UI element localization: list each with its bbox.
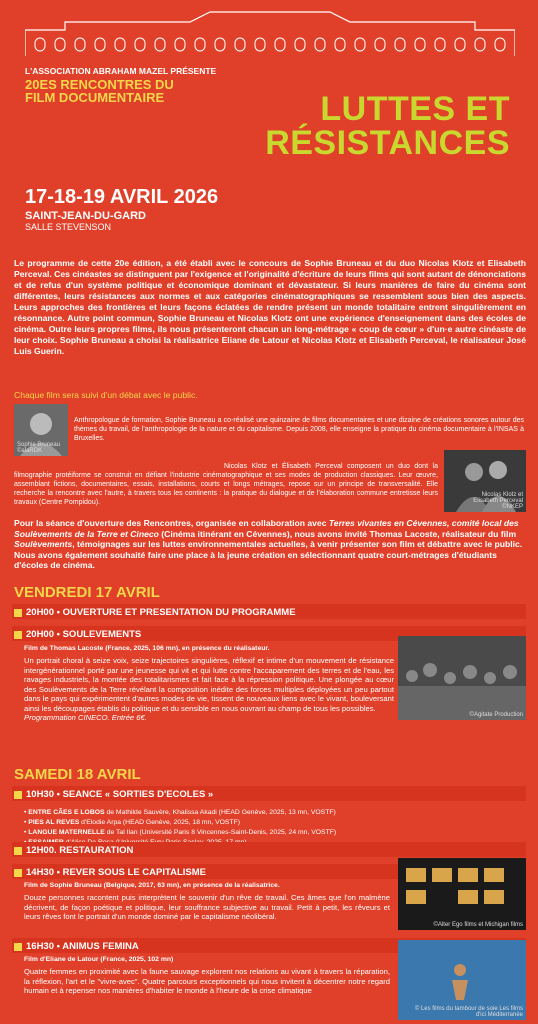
opening-students: Nous avons également souhaité faire une place à la jeune création en sélectionnant quatre court-métrages d'étudiants d'écoles de cinéma. (14, 549, 497, 570)
association-line: L'ASSOCIATION ABRAHAM MAZEL PRÉSENTE (25, 66, 217, 76)
soulevements-caption: ©Agitate Production (469, 712, 523, 718)
klotz-perceval-photo (444, 450, 526, 512)
list-item: • ENTRE CÃES E LOBOS de Mathilde Sauvère, Khalissa Akadi (HEAD Genève, 2025, 13 mn, VOSTF) (24, 808, 336, 818)
main-title-line-2: RÉSISTANCES (265, 124, 510, 162)
day-friday: VENDREDI 17 AVRIL (14, 584, 160, 601)
event-rever-desc: Douze personnes racontent puis interprètent le souvenir d'un rêve de travail. Ces âmes que l'on malmène décrivent, de façon poétique et politique, leur souffrance subjective au travail. Petit à petit, les rêveurs et leurs rêves font le portrait d'un monde dominé par le capitalisme néolibéral. (24, 893, 390, 921)
list-item: • PIES AL REVES d'Elodie Arpa (HEAD Genève, 2025, 18 mn, VOSTF) (24, 818, 336, 828)
event-restauration-title: 12H00. RESTAURATION (26, 845, 134, 856)
bullet-square-icon (14, 631, 22, 639)
event-soulevements-note: Programmation CINECO. Entrée 6€. (24, 713, 147, 722)
event-animus-femina (14, 941, 139, 952)
event-restauration (14, 845, 133, 856)
event-animus-title: 16H30 • ANIMUS FEMINA (26, 941, 139, 952)
event-sorties-title: 10H30 • SEANCE « SORTIES D'ECOLES » (26, 789, 214, 800)
event-animus-desc: Quatre femmes en proximité avec la faune sauvage explorent nos relations au vivant à travers la réparation, la réflexion, l'art et le "vivre-avec". Quatre parcours exceptionnels qui nous invitent à décentrer notre regard humain et à repenser nos manières d'habiter le monde à l'heure de la crise climatique (24, 967, 390, 995)
festival-hall: SALLE STEVENSON (25, 222, 112, 232)
list-item: • LANGUE MATERNELLE de Tal Ilan (Université Paris 8 Vincennes-Saint-Denis, 2025, 24 mn, VOSTF) (24, 828, 336, 838)
event-opening (14, 607, 296, 618)
sophie-bruneau-caption: Sophie Bruneau ©alaRDK (17, 442, 61, 454)
event-soulevements-desc (24, 656, 394, 723)
animus-photo (398, 940, 526, 1020)
sophie-bruneau-photo (14, 404, 68, 456)
debate-note: Chaque film sera suivi d'un débat avec le public. (14, 390, 198, 400)
festival-place: SAINT-JEAN-DU-GARD (25, 210, 146, 222)
event-sorties-ecoles (14, 789, 213, 800)
bullet-square-icon (14, 609, 22, 617)
opening-film-title: Soulèvements (14, 539, 73, 549)
event-soulevements-info: Film de Thomas Lacoste (France, 2025, 106 mn), en présence du réalisateur. (24, 645, 270, 652)
bullet-square-icon (14, 943, 22, 951)
bullet-square-icon (14, 869, 22, 877)
festival-line-1: 20ES RENCONTRES DU (25, 77, 174, 92)
cinema-facade-icon (25, 8, 515, 58)
festival-line-2: FILM DOCUMENTAIRE (25, 90, 165, 105)
event-rever-info: Film de Sophie Bruneau (Belgique, 2017, 63 mn), en présence de la réalisatrice. (24, 882, 280, 889)
event-soulevements-text: Un portrait choral à seize voix, seize trajectoires singulières, réflexif et intime d'un mouvement de résistance intergénérationnel porté par une jeunesse qui vit et qui lutte contre l'accaparement des terres et de l'eau, les ravages industriels, la montée des totalitarismes et fait face à la répression politique. Une plongée au cœur des Soulèvements de la Terre révélant la composition inédite des forces multiples déployées un peu partout dans le pays qui expérimentent d'autres modes de vie, tissent de nouveaux liens avec le vivant, bouleversant ainsi les découpages établis du politique et du sensible en nous ouvrant au champ de tous les possibles. (24, 656, 394, 713)
rever-caption: ©Alter Ego films et Michigan films (433, 922, 523, 928)
event-soulevements-title: 20H00 • SOULEVEMENTS (26, 629, 142, 640)
animus-caption: © Les films du tambour de soie Les films d'ici Méditerranée (414, 1006, 523, 1018)
event-soulevements (14, 629, 141, 640)
sophie-bruneau-bio: Anthropologue de formation, Sophie Bruneau a co-réalisé une quinzaine de films documentaires et une dizaine de créations sonores autour des thèmes du travail, de l'anthropologie de la nature et du capitalisme. Depuis 2008, elle enseigne la pratique du cinéma documentaire à l'INSAS à Bruxelles. (74, 417, 524, 442)
event-rever-title: 14H30 • REVER SOUS LE CAPITALISME (26, 867, 206, 878)
opening-partners: Terres vivantes en Cévennes, comité local des Soulèvements de la Terre et Cineco (14, 518, 519, 539)
opening-text-3: , témoignages sur les luttes environnementales actuelles, à venir présenter son film et débattre avec le public. (72, 539, 523, 549)
day-saturday: SAMEDI 18 AVRIL (14, 766, 141, 783)
main-title (265, 92, 510, 160)
rever-photo (398, 858, 526, 930)
festival-name (25, 78, 174, 104)
bullet-square-icon (14, 791, 22, 799)
intro-paragraph: Le programme de cette 20e édition, a été établi avec le concours de Sophie Bruneau et du duo Nicolas Klotz et Elisabeth Perceval. Ces cinéastes se distinguent par l'exigence et l'originalité d'écriture de leurs films qui sont autant de dénonciations et de refus d'un système politique et économique dominant et dévastateur. Si leurs manières de faire du cinéma sont différentes, leurs résistances aux normes et aux catégories cinématographiques se ressemblent sous bien des aspects. Leurs approches des frontières et leurs façons éclatées de rendre présent un monde totalitaire entrent singulièrement en résonnance. Autre point commun, Sophie Bruneau et Nicolas Klotz ont une expérience d'enseignement dans des écoles de cinéma. Outre leurs propres films, ils nous présenteront chacun un long-métrage « coup de cœur » d'un·e autre cinéaste de leur choix. Sophie Bruneau a choisi la réalisatrice Eliane de Latour et Nicolas Klotz et Elisabeth Perceval, le réalisateur José Luis Guerin. (14, 258, 526, 356)
soulevements-photo (398, 636, 526, 720)
event-rever (14, 867, 206, 878)
klotz-perceval-bio: Nicolas Klotz et Élisabeth Perceval composent un duo dont la filmographie protéiforme se construit en défiant l'industrie cinématographique et ses modes de production classiques. Leur œuvre, assemblant fictions, documentaires, essais, installations, courts et longs métrages, repose sur un principe de transversalité. Elle recherche la rencontre avec l'autre, à travers tous les continents : la pratique du dialogue et de l'élaboration commune entretisse leurs travaux (Centre Pompidou). (14, 463, 438, 506)
opening-text-2: (Cinéma itinérant en Cévennes), nous avons invité Thomas Lacoste, réalisateur du film (158, 528, 517, 539)
bullet-square-icon (14, 847, 22, 855)
opening-text-1: Pour la séance d'ouverture des Rencontres, organisée en collaboration avec (14, 518, 329, 528)
opening-paragraph (14, 518, 526, 571)
festival-dates: 17-18-19 AVRIL 2026 (25, 186, 219, 208)
event-animus-info: Film d'Eliane de Latour (France, 2025, 102 mn) (24, 956, 174, 963)
event-opening-title: 20H00 • OUVERTURE ET PRESENTATION DU PROGRAMME (26, 607, 296, 618)
main-title-line-1: LUTTES ET (320, 90, 510, 128)
klotz-perceval-caption: Nicolas Klotz et Elisabeth Perceval ©NKEP (473, 492, 523, 510)
